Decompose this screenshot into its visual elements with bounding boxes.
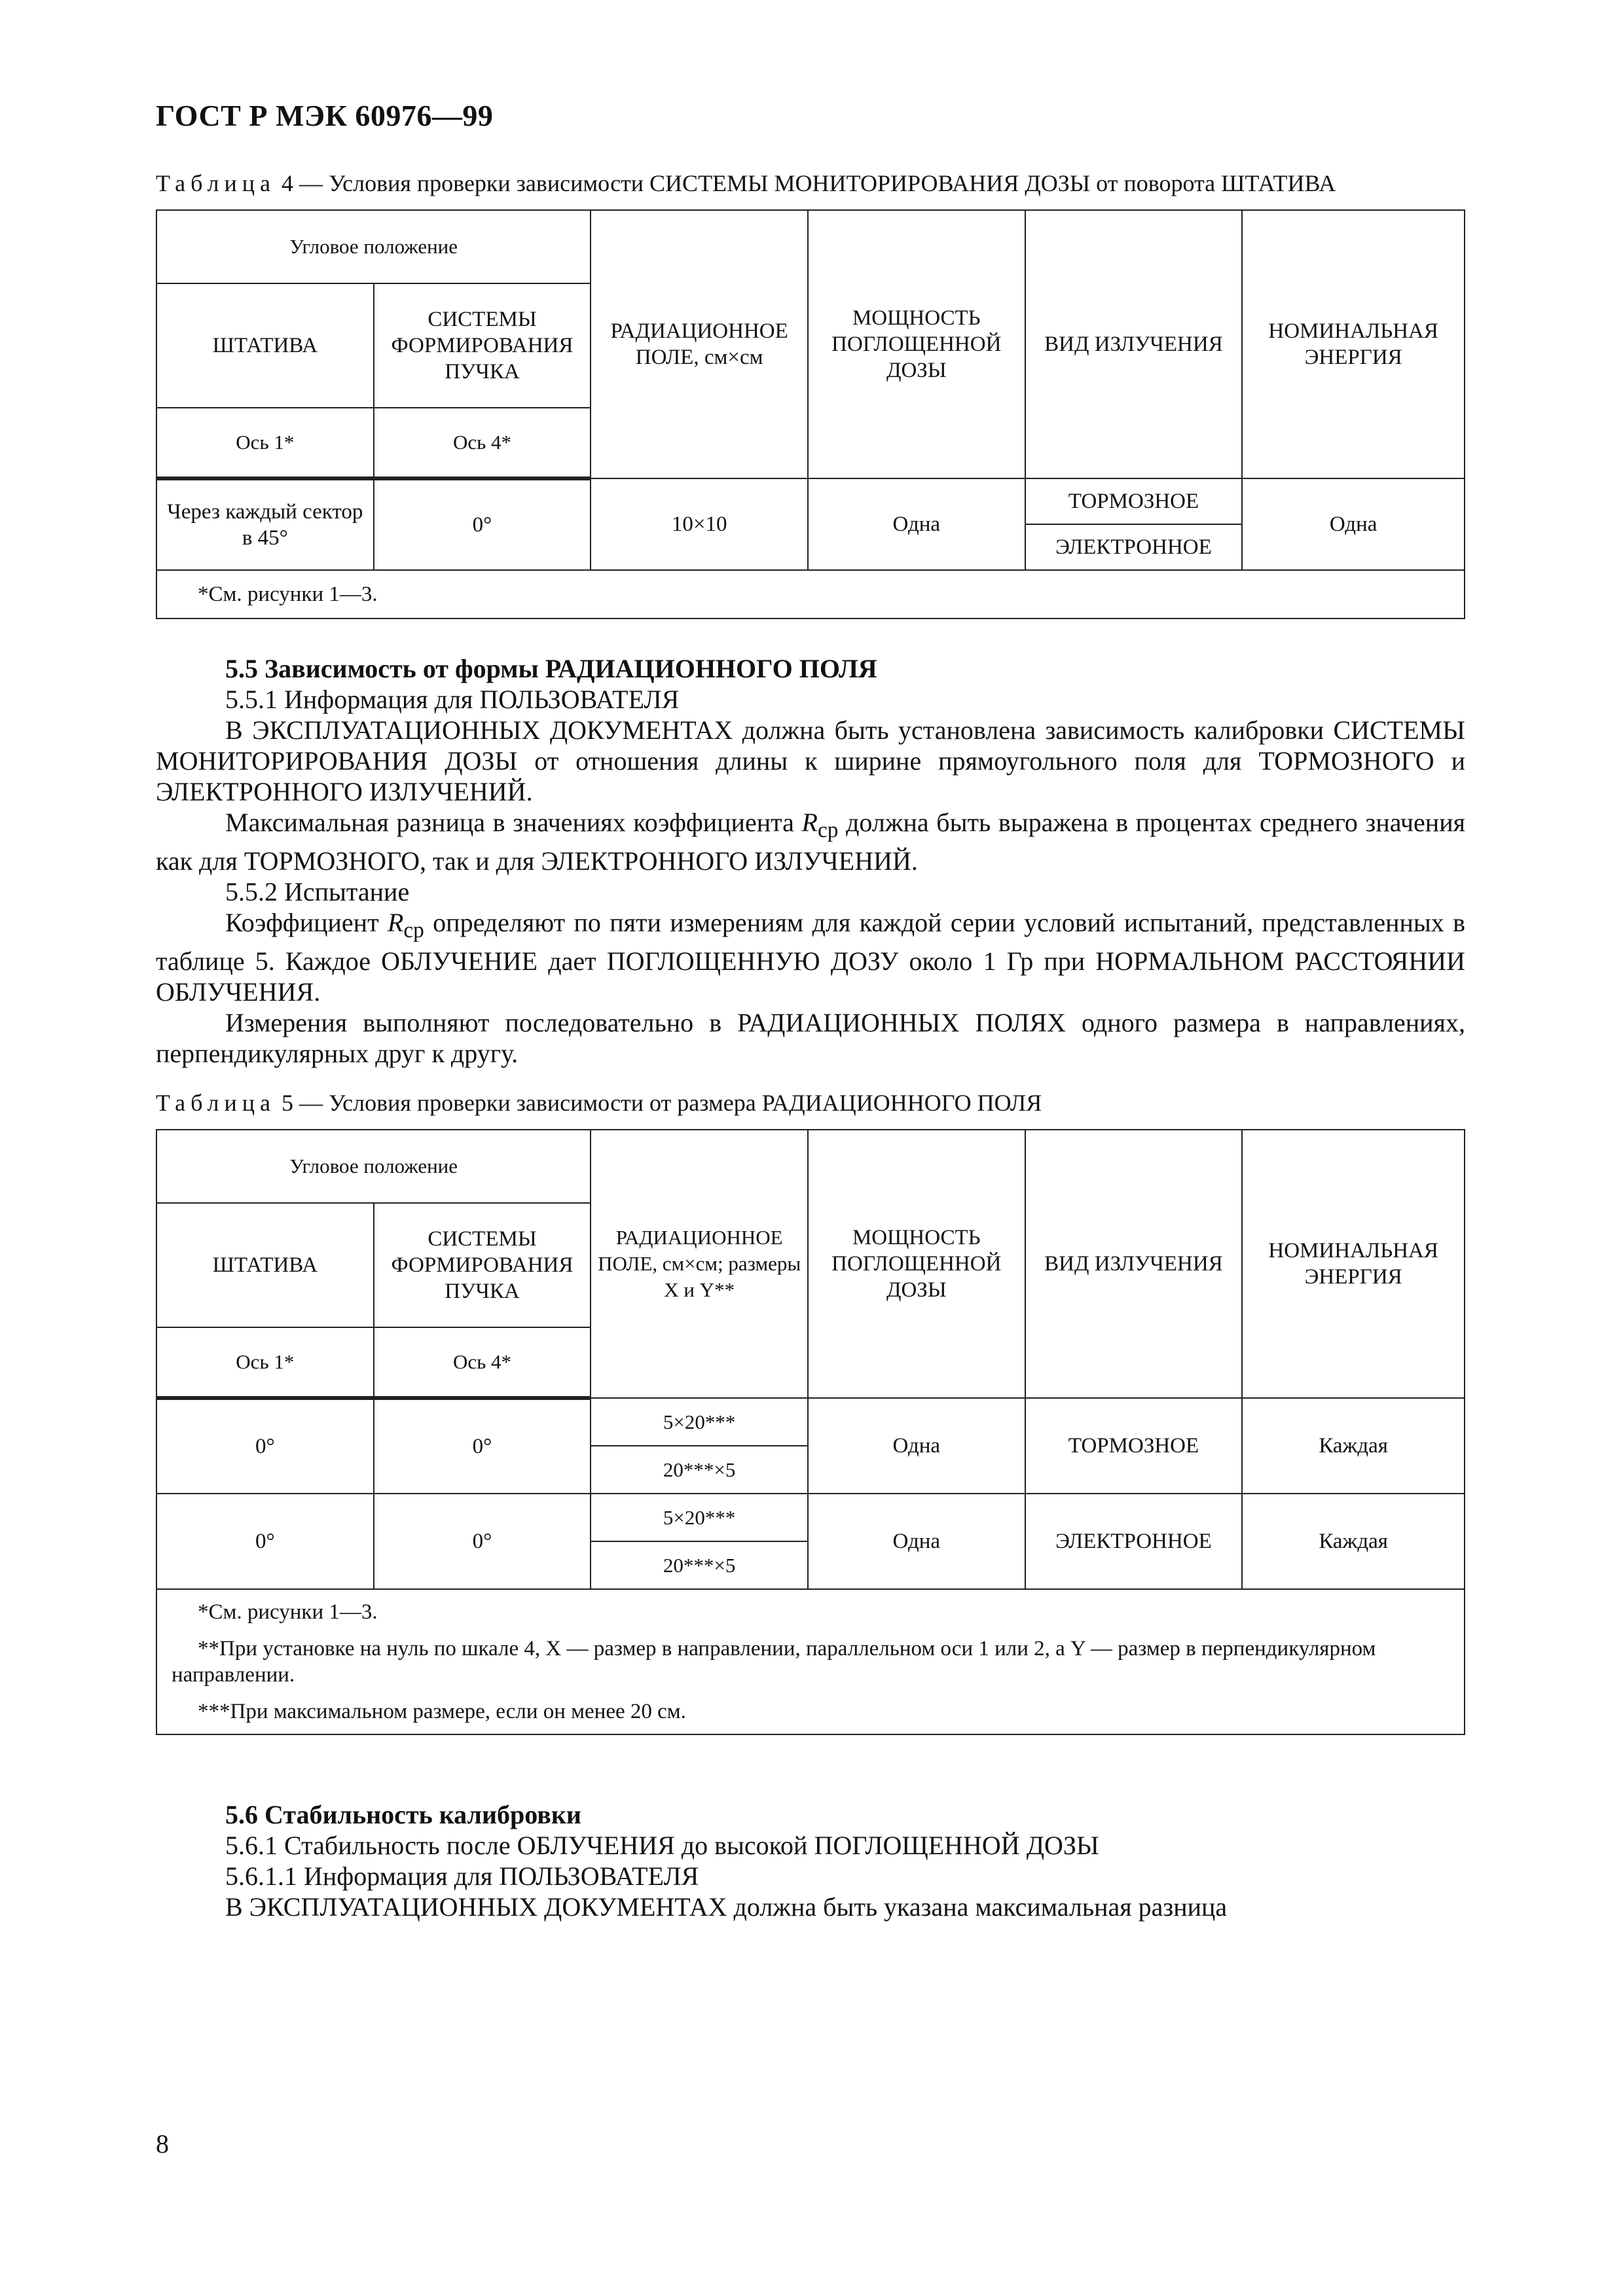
table5-row2-power: Одна (808, 1494, 1025, 1589)
table5-row2-field2: 20***×5 (591, 1541, 808, 1589)
section-5-6-1-1-heading: 5.6.1.1 Информация для ПОЛЬЗОВАТЕЛЯ (225, 1861, 699, 1891)
table4-caption-label: Таблица (156, 170, 276, 196)
section-5-5-paragraph-1: В ЭКСПЛУАТАЦИОННЫХ ДОКУМЕНТАХ должна быть установлена зависимость калибровки СИСТЕМЫ МОНИТОРИРОВАНИЯ ДОЗЫ от отношения длины к ширине прямоугольного поля для ТОРМОЗНОГО и ЭЛЕКТРОННОГО ИЗЛУЧЕНИЙ. (156, 715, 1465, 806)
page-number: 8 (156, 2129, 169, 2159)
table5-stand-header: ШТАТИВА (156, 1203, 374, 1327)
section-5-6-paragraph-1: В ЭКСПЛУАТАЦИОННЫХ ДОКУМЕНТАХ должна быть указана максимальная разница (225, 1892, 1228, 1922)
table5-caption-label: Таблица (156, 1090, 276, 1116)
paragraph-3-part-a: Коэффициент (225, 908, 379, 937)
table4-stand-cell: Через каждый сектор в 45° (156, 478, 374, 570)
table4-axis1-header: Ось 1* (156, 408, 374, 478)
table5-footnote-1: *См. рисунки 1—3. (198, 1600, 378, 1624)
table5-row1-power: Одна (808, 1398, 1025, 1494)
table4-type-header: ВИД ИЗЛУЧЕНИЯ (1025, 210, 1243, 478)
section-5-6-1-heading: 5.6.1 Стабильность после ОБЛУЧЕНИЯ до высокой ПОГЛОЩЕННОЙ ДОЗЫ (225, 1831, 1099, 1860)
document-header: ГОСТ Р МЭК 60976—99 (156, 99, 494, 132)
table4-stand-header: ШТАТИВА (156, 283, 374, 408)
paragraph-2-part-b: должна быть выражена в процентах среднего значения как для ТОРМОЗНОГО, так и для ЭЛЕКТРОННОГО ИЗЛУЧЕНИЙ. (156, 808, 1465, 876)
table4-beam-header: СИСТЕМЫ ФОРМИРОВАНИЯ ПУЧКА (374, 283, 591, 408)
section-5-6 (156, 1799, 1465, 1922)
r-symbol: R (801, 808, 818, 837)
section-5-5-paragraph-4: Измерения выполняют последовательно в РАДИАЦИОННЫХ ПОЛЯХ одного размера в направлениях, перпендикулярных друг к другу. (156, 1008, 1465, 1068)
table5-axis1-header: Ось 1* (156, 1327, 374, 1398)
table5-row2-type: ЭЛЕКТРОННОЕ (1025, 1494, 1243, 1589)
table4-caption (156, 169, 1465, 198)
table4-footnote-1: *См. рисунки 1—3. (198, 583, 378, 606)
r-subscript-2: ср (403, 918, 424, 942)
table4-type1-cell: ТОРМОЗНОЕ (1025, 478, 1243, 524)
table5-row1-field2: 20***×5 (591, 1446, 808, 1494)
table5-power-header: МОЩНОСТЬ ПОГЛОЩЕННОЙ ДОЗЫ (808, 1130, 1025, 1398)
table5-row2-energy: Каждая (1242, 1494, 1465, 1589)
table4-energy-cell: Одна (1242, 478, 1465, 570)
paragraph-3-part-b: определяют по пяти измерениям для каждой серии условий испытаний, представленных в таблице 5. Каждое ОБЛУЧЕНИЕ дает ПОГЛОЩЕННУЮ ДОЗУ около 1 Гр при НОРМАЛЬНОМ РАССТОЯНИИ ОБЛУЧЕНИЯ. (156, 908, 1466, 1007)
table5-row2-beam: 0° (374, 1494, 591, 1589)
table5-row1-field1: 5×20*** (591, 1398, 808, 1446)
table5 (156, 1129, 1465, 1735)
table4-energy-header: НОМИНАЛЬНАЯ ЭНЕРГИЯ (1242, 210, 1465, 478)
table5-field-header-text: РАДИАЦИОННОЕ ПОЛЕ, см×см; размеры X и Y** (598, 1226, 801, 1301)
section-5-5-paragraph-3 (156, 907, 1465, 1007)
section-5-5-2-heading: 5.5.2 Испытание (225, 877, 410, 906)
section-5-5-heading: 5.5 Зависимость от формы РАДИАЦИОННОГО ПОЛЯ (225, 654, 877, 683)
table5-field-header (591, 1130, 808, 1398)
table4-power-header: МОЩНОСТЬ ПОГЛОЩЕННОЙ ДОЗЫ (808, 210, 1025, 478)
table5-axis4-header: Ось 4* (374, 1327, 591, 1398)
section-5-5-1-heading: 5.5.1 Информация для ПОЛЬЗОВАТЕЛЯ (225, 685, 680, 714)
table5-row1-type: ТОРМОЗНОЕ (1025, 1398, 1243, 1494)
table4-beam-cell: 0° (374, 478, 591, 570)
section-5-6-heading: 5.6 Стабильность калибровки (225, 1800, 581, 1829)
table4-axis4-header: Ось 4* (374, 408, 591, 478)
table4-field-header: РАДИАЦИОННОЕ ПОЛЕ, см×см (591, 210, 808, 478)
table5-row2-stand: 0° (156, 1494, 374, 1589)
table4 (156, 209, 1465, 619)
table5-row2-field1: 5×20*** (591, 1494, 808, 1541)
paragraph-2-part-a: Максимальная разница в значениях коэффициента (225, 808, 794, 837)
table5-footnote-2: **При установке на нуль по шкале 4, X — размер в направлении, параллельном оси 1 или 2, а Y — размер в перпендикулярном направлении. (172, 1637, 1376, 1687)
table5-row1-stand: 0° (156, 1398, 374, 1494)
table5-footnotes (156, 1589, 1465, 1734)
table5-row1-energy: Каждая (1242, 1398, 1465, 1494)
r-subscript: ср (817, 818, 839, 842)
table4-power-cell: Одна (808, 478, 1025, 570)
table5-beam-header: СИСТЕМЫ ФОРМИРОВАНИЯ ПУЧКА (374, 1203, 591, 1327)
table5-footnote-3: ***При максимальном размере, если он менее 20 см. (198, 1700, 686, 1723)
table4-footnote (156, 570, 1465, 619)
table4-type2-cell: ЭЛЕКТРОННОЕ (1025, 524, 1243, 570)
section-5-5-paragraph-2 (156, 807, 1465, 876)
table5-angular-header: Угловое положение (156, 1130, 591, 1203)
table5-caption (156, 1088, 1465, 1117)
table5-row1-beam: 0° (374, 1398, 591, 1494)
table4-caption-text: 4 — Условия проверки зависимости СИСТЕМЫ МОНИТОРИРОВАНИЯ ДОЗЫ от поворота ШТАТИВА (281, 170, 1336, 196)
document-page (156, 98, 1465, 1922)
section-5-5 (156, 653, 1465, 1069)
table4-angular-header: Угловое положение (156, 210, 591, 283)
r-symbol-2: R (387, 908, 404, 937)
table5-energy-header: НОМИНАЛЬНАЯ ЭНЕРГИЯ (1242, 1130, 1465, 1398)
table5-type-header: ВИД ИЗЛУЧЕНИЯ (1025, 1130, 1243, 1398)
table4-field-cell: 10×10 (591, 478, 808, 570)
table5-caption-text: 5 — Условия проверки зависимости от размера РАДИАЦИОННОГО ПОЛЯ (281, 1090, 1042, 1116)
